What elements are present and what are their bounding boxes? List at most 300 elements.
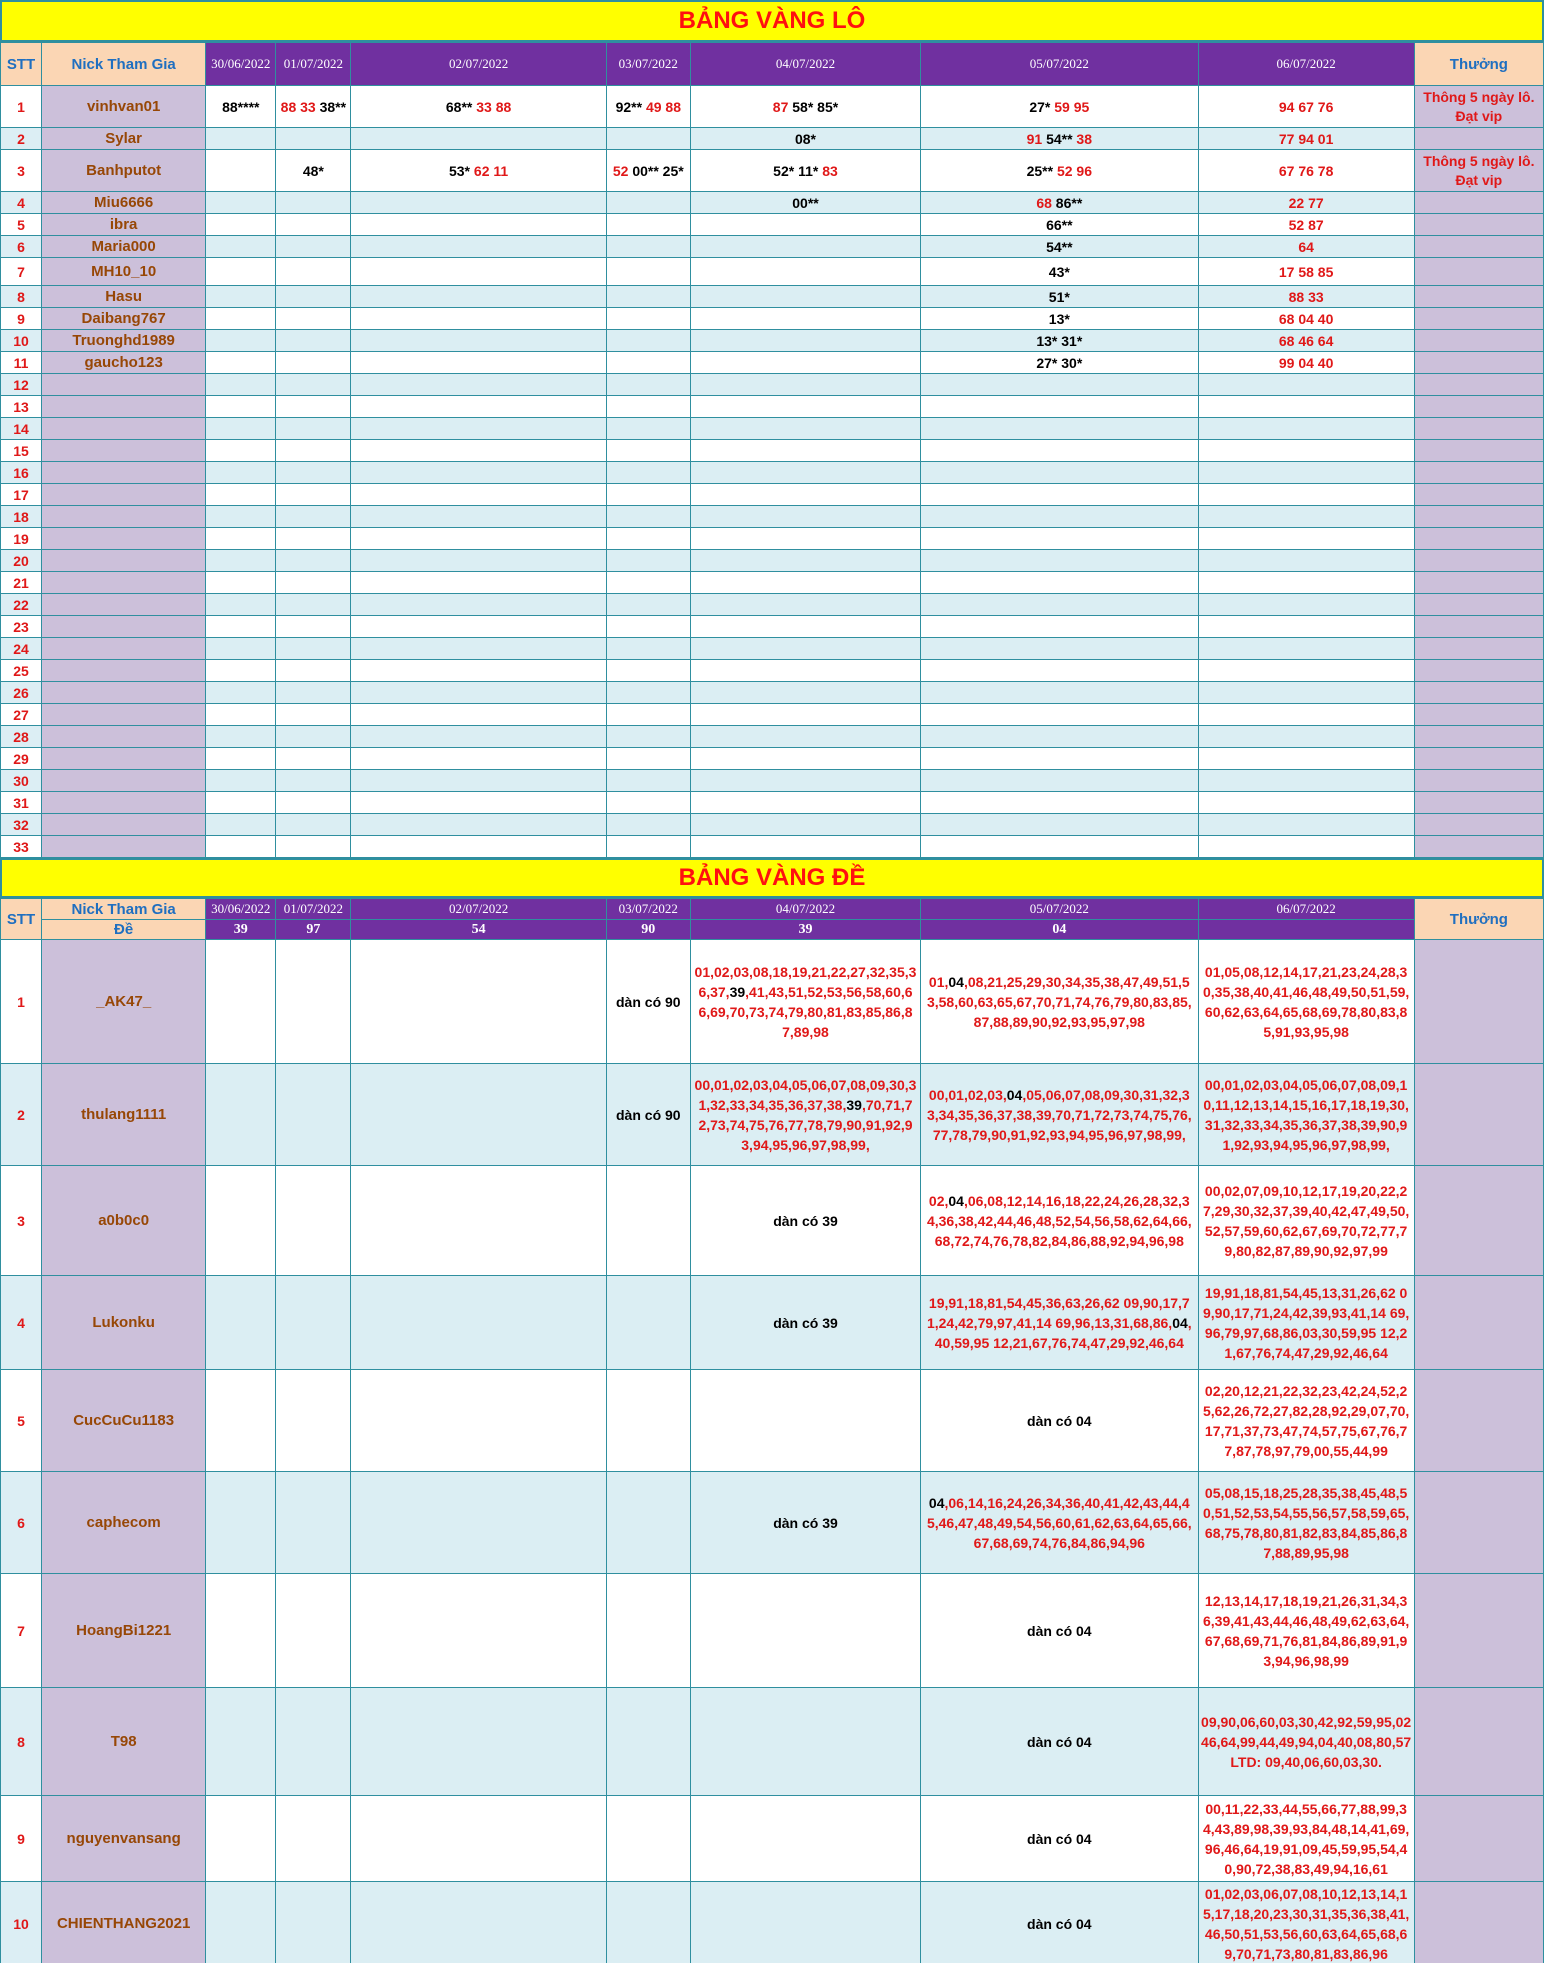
row-reward: Thông 5 ngày lô. Đạt vip	[1414, 150, 1543, 192]
lo-entry-cell	[351, 374, 606, 396]
row-nick: CucCuCu1183	[42, 1370, 206, 1472]
lo-entry-cell	[921, 748, 1198, 770]
entry-text: 27*	[1029, 98, 1051, 115]
entry-text: 92**	[615, 98, 643, 115]
lo-entry-cell	[276, 440, 351, 462]
lo-entry-cell	[351, 128, 606, 150]
lo-entry-cell	[206, 418, 276, 440]
entry-text: 01,02,03,08,18,19,21,22,27,32,35,36,37,	[694, 963, 917, 1000]
lo-entry-cell	[1198, 726, 1414, 748]
lo-entry-cell	[206, 836, 276, 858]
de-entry-cell	[606, 1574, 690, 1688]
lo-entry-cell	[351, 258, 606, 286]
lo-entry-cell	[1198, 792, 1414, 814]
de-entry-cell	[690, 1472, 920, 1574]
lo-entry-cell	[276, 550, 351, 572]
lo-entry-cell	[351, 506, 606, 528]
row-nick	[42, 528, 206, 550]
lo-entry-cell	[606, 770, 690, 792]
lo-entry-cell	[921, 418, 1198, 440]
row-nick: Banhputot	[42, 150, 206, 192]
lo-entry-cell	[1198, 258, 1414, 286]
lo-entry-cell	[276, 836, 351, 858]
lo-entry-cell	[1198, 374, 1414, 396]
row-reward	[1414, 940, 1543, 1064]
row-reward	[1414, 682, 1543, 704]
row-reward	[1414, 660, 1543, 682]
lo-entry-cell	[351, 726, 606, 748]
row-stt: 22	[1, 594, 42, 616]
entry-text: ,08,21,25,29,30,34,35,38,47,49,51,53,58,60,63,65,67,70,71,74,76,79,80,83,85,87,88,89,90,92,93,95,97,98	[926, 973, 1192, 1030]
row-nick	[42, 506, 206, 528]
entry-text: 02,20,12,21,22,32,23,42,24,52,25,62,26,72,27,82,28,92,29,07,70,17,71,37,73,47,74,57,75,67,76,77,87,78,97,79,00,55,44,99	[1202, 1382, 1410, 1459]
row-reward	[1414, 1064, 1543, 1166]
lo-entry-cell	[1198, 330, 1414, 352]
table-row	[1, 418, 1544, 440]
lo-entry-cell	[351, 86, 606, 128]
lo-entry-cell	[206, 660, 276, 682]
entry-text: 00,01,02,03,	[928, 1086, 1007, 1103]
de-entry-cell	[351, 1370, 606, 1472]
row-nick	[42, 374, 206, 396]
row-nick: Lukonku	[42, 1276, 206, 1370]
lo-entry-cell	[921, 726, 1198, 748]
de-entry-cell	[206, 940, 276, 1064]
lo-entry-cell	[1198, 462, 1414, 484]
table-row	[1, 236, 1544, 258]
entry-text: 08*	[794, 130, 816, 147]
lo-entry-cell	[351, 192, 606, 214]
entry-text: 04	[948, 1192, 964, 1209]
lo-entry-cell	[351, 638, 606, 660]
entry-text: 88****	[222, 98, 260, 115]
row-reward	[1414, 286, 1543, 308]
entry-text: 77 94 01	[1278, 130, 1334, 147]
entry-text: 19,91,18,81,54,45,36,63,26,62 09,90,17,71,24,42,79,97,41,14 69,96,13,31,68,86,	[926, 1294, 1190, 1331]
de-entry-cell	[690, 1370, 920, 1472]
entry-text: 05,08,15,18,25,28,35,38,45,48,50,51,52,53,54,55,56,57,58,59,65,68,75,78,80,81,82,83,84,85,86,87,88,89,95,98	[1202, 1484, 1410, 1561]
table-row	[1, 726, 1544, 748]
lo-entry-cell	[276, 726, 351, 748]
lo-entry-cell	[606, 440, 690, 462]
de-entry-cell	[351, 1064, 606, 1166]
lo-entry-cell	[1198, 550, 1414, 572]
row-reward	[1414, 1276, 1543, 1370]
entry-text: 00,11,22,33,44,55,66,77,88,99,34,43,89,98,39,93,84,48,14,41,69,96,46,64,19,91,09,45,59,95,54,40,90,72,38,83,49,94,16,61	[1202, 1800, 1410, 1877]
row-stt: 2	[1, 1064, 42, 1166]
lo-entry-cell	[921, 374, 1198, 396]
lo-entry-cell	[690, 748, 920, 770]
lo-entry-cell	[206, 726, 276, 748]
table-row	[1, 682, 1544, 704]
table-row	[1, 1276, 1544, 1370]
row-nick: MH10_10	[42, 258, 206, 286]
lo-entry-cell	[1198, 836, 1414, 858]
de-entry-cell	[1198, 1882, 1414, 1963]
lo-entry-cell	[276, 374, 351, 396]
entry-text: 52 87	[1288, 216, 1324, 233]
lo-entry-cell	[606, 572, 690, 594]
lo-entry-cell	[921, 616, 1198, 638]
row-nick	[42, 814, 206, 836]
row-reward	[1414, 814, 1543, 836]
lo-entry-cell	[606, 374, 690, 396]
entry-text: 38**	[315, 98, 347, 115]
row-nick: ibra	[42, 214, 206, 236]
lo-entry-cell	[921, 814, 1198, 836]
row-nick: a0b0c0	[42, 1166, 206, 1276]
lo-entry-cell	[606, 352, 690, 374]
row-stt: 27	[1, 704, 42, 726]
lo-entry-cell	[606, 814, 690, 836]
de-entry-cell	[690, 1574, 920, 1688]
entry-text: 66**	[1046, 216, 1073, 233]
lo-entry-cell	[351, 770, 606, 792]
row-reward	[1414, 440, 1543, 462]
row-nick: CHIENTHANG2021	[42, 1882, 206, 1963]
lo-entry-cell	[606, 150, 690, 192]
lo-entry-cell	[1198, 704, 1414, 726]
row-nick: vinhvan01	[42, 86, 206, 128]
table-row	[1, 770, 1544, 792]
lo-entry-cell	[606, 682, 690, 704]
row-nick: T98	[42, 1688, 206, 1796]
row-stt: 7	[1, 1574, 42, 1688]
lo-entry-cell	[351, 462, 606, 484]
entry-text: 62 11	[470, 162, 509, 179]
entry-text: ,06,14,16,24,26,34,36,40,41,42,43,44,45,46,47,48,49,54,56,60,61,62,63,64,65,66,67,68,69,74,76,84,86,94,96	[926, 1494, 1192, 1551]
row-reward	[1414, 528, 1543, 550]
de-entry-cell	[206, 1472, 276, 1574]
entry-text: 88 33	[1288, 288, 1324, 305]
entry-text: 13*	[1048, 310, 1070, 327]
lo-entry-cell	[1198, 528, 1414, 550]
entry-text: 01,05,08,12,14,17,21,23,24,28,30,35,38,40,41,46,48,49,50,51,59,60,62,63,64,65,68,69,78,80,83,85,91,93,95,98	[1202, 963, 1410, 1040]
header-result: 04	[921, 920, 1198, 940]
de-entry-cell	[921, 1276, 1198, 1370]
row-reward	[1414, 1796, 1543, 1882]
lo-entry-cell	[690, 726, 920, 748]
row-stt: 6	[1, 1472, 42, 1574]
lo-entry-cell	[206, 770, 276, 792]
lo-entry-cell	[206, 150, 276, 192]
header-date: 30/06/2022	[206, 899, 276, 920]
row-stt: 15	[1, 440, 42, 462]
row-nick	[42, 660, 206, 682]
lo-entry-cell	[606, 418, 690, 440]
entry-text: 00** 25*	[628, 162, 684, 179]
row-nick	[42, 616, 206, 638]
entry-text: 02,	[928, 1192, 949, 1209]
header-date: 30/06/2022	[206, 43, 276, 86]
row-reward	[1414, 1370, 1543, 1472]
lo-entry-cell	[606, 236, 690, 258]
row-stt: 8	[1, 1688, 42, 1796]
de-entry-cell	[690, 1688, 920, 1796]
entry-text: 52 96	[1053, 162, 1093, 179]
row-nick: Maria000	[42, 236, 206, 258]
lo-entry-cell	[206, 572, 276, 594]
row-reward	[1414, 374, 1543, 396]
lo-entry-cell	[921, 660, 1198, 682]
entry-text: 27* 30*	[1036, 354, 1083, 371]
lo-entry-cell	[690, 308, 920, 330]
lo-entry-cell	[1198, 352, 1414, 374]
table-row	[1, 1064, 1544, 1166]
row-stt: 4	[1, 192, 42, 214]
table-row	[1, 572, 1544, 594]
lo-entry-cell	[921, 550, 1198, 572]
table-row	[1, 286, 1544, 308]
de-entry-cell	[276, 1574, 351, 1688]
lo-entry-cell	[351, 236, 606, 258]
lo-entry-cell	[276, 814, 351, 836]
de-entry-cell	[1198, 1166, 1414, 1276]
lo-entry-cell	[351, 150, 606, 192]
lo-entry-cell	[690, 214, 920, 236]
lo-entry-cell	[351, 286, 606, 308]
row-reward	[1414, 396, 1543, 418]
row-stt: 14	[1, 418, 42, 440]
lo-entry-cell	[351, 814, 606, 836]
de-entry-cell	[606, 1796, 690, 1882]
lo-entry-cell	[606, 192, 690, 214]
de-entry-cell	[690, 1882, 920, 1963]
lo-entry-cell	[606, 286, 690, 308]
entry-text: 04	[1006, 1086, 1023, 1103]
row-nick: Sylar	[42, 128, 206, 150]
entry-text: 68 46 64	[1278, 332, 1334, 349]
lo-entry-cell	[690, 330, 920, 352]
row-reward	[1414, 1574, 1543, 1688]
lo-entry-cell	[921, 150, 1198, 192]
row-stt: 29	[1, 748, 42, 770]
lo-entry-cell	[206, 374, 276, 396]
lo-entry-cell	[690, 572, 920, 594]
lo-entry-cell	[690, 374, 920, 396]
lo-entry-cell	[276, 396, 351, 418]
de-entry-cell	[276, 1796, 351, 1882]
lo-entry-cell	[276, 792, 351, 814]
lo-entry-cell	[690, 660, 920, 682]
entry-text: 04	[928, 1494, 945, 1511]
table-row	[1, 1472, 1544, 1574]
row-nick: Miu6666	[42, 192, 206, 214]
lo-entry-cell	[276, 330, 351, 352]
entry-text: dàn có 04	[1027, 1622, 1092, 1639]
lo-entry-cell	[690, 258, 920, 286]
lo-entry-cell	[690, 616, 920, 638]
lo-entry-cell	[690, 770, 920, 792]
entry-text: 01,02,03,06,07,08,10,12,13,14,15,17,18,20,23,30,31,35,36,38,41,46,50,51,53,56,60,63,64,65,68,69,70,71,73,80,81,83,86,96	[1202, 1885, 1410, 1962]
table-row	[1, 528, 1544, 550]
de-entry-cell	[206, 1882, 276, 1963]
entry-text: dàn có 90	[616, 993, 681, 1010]
entry-text: dàn có 04	[1027, 1412, 1092, 1429]
lo-entry-cell	[351, 616, 606, 638]
lo-entry-cell	[206, 214, 276, 236]
de-entry-cell	[206, 1276, 276, 1370]
row-reward	[1414, 836, 1543, 858]
lo-entry-cell	[206, 308, 276, 330]
row-reward	[1414, 258, 1543, 286]
lo-entry-cell	[606, 660, 690, 682]
row-stt: 30	[1, 770, 42, 792]
table-row	[1, 214, 1544, 236]
lo-entry-cell	[276, 484, 351, 506]
lo-entry-cell	[351, 572, 606, 594]
lo-entry-cell	[206, 286, 276, 308]
de-entry-cell	[690, 1276, 920, 1370]
row-reward	[1414, 616, 1543, 638]
lo-entry-cell	[690, 192, 920, 214]
lo-entry-cell	[921, 462, 1198, 484]
lo-entry-cell	[206, 352, 276, 374]
row-stt: 3	[1, 150, 42, 192]
row-reward	[1414, 792, 1543, 814]
lo-entry-cell	[276, 214, 351, 236]
de-entry-cell	[351, 1276, 606, 1370]
de-entry-cell	[1198, 1688, 1414, 1796]
row-reward	[1414, 192, 1543, 214]
entry-text: 58* 85*	[788, 98, 839, 115]
row-stt: 24	[1, 638, 42, 660]
de-entry-cell	[206, 1688, 276, 1796]
lo-entry-cell	[606, 528, 690, 550]
table-row	[1, 1688, 1544, 1796]
lo-entry-cell	[690, 418, 920, 440]
entry-text: 00,01,02,03,04,05,06,07,08,09,10,11,12,13,14,15,16,17,18,19,30,31,32,33,34,35,36,37,38,39,90,91,92,93,94,95,96,97,98,99,	[1203, 1076, 1409, 1153]
lo-entry-cell	[351, 528, 606, 550]
entry-text: 38	[1072, 130, 1093, 147]
row-reward	[1414, 770, 1543, 792]
de-entry-cell	[1198, 1370, 1414, 1472]
row-stt: 9	[1, 1796, 42, 1882]
row-nick	[42, 748, 206, 770]
lo-entry-cell	[206, 792, 276, 814]
lo-entry-cell	[690, 528, 920, 550]
lo-entry-cell	[690, 236, 920, 258]
lo-entry-cell	[1198, 770, 1414, 792]
table-row	[1, 704, 1544, 726]
lo-entry-cell	[206, 638, 276, 660]
lo-entry-cell	[690, 396, 920, 418]
lo-entry-cell	[206, 594, 276, 616]
header-nick: Nick Tham Gia	[42, 899, 206, 920]
table-row	[1, 1882, 1544, 1963]
lo-entry-cell	[921, 638, 1198, 660]
lo-entry-cell	[206, 192, 276, 214]
lo-entry-cell	[921, 86, 1198, 128]
entry-text: 33 88	[472, 98, 512, 115]
entry-text: 52* 11*	[773, 162, 819, 179]
lo-entry-cell	[690, 86, 920, 128]
lo-entry-cell	[351, 396, 606, 418]
lo-entry-cell	[206, 86, 276, 128]
row-stt: 20	[1, 550, 42, 572]
header-result: 39	[206, 920, 276, 940]
lo-title: BẢNG VÀNG LÔ	[0, 0, 1544, 42]
row-stt: 31	[1, 792, 42, 814]
de-entry-cell	[921, 1472, 1198, 1574]
row-nick	[42, 484, 206, 506]
de-entry-cell	[351, 1688, 606, 1796]
entry-text: 99 04 40	[1278, 354, 1334, 371]
lo-entry-cell	[606, 308, 690, 330]
row-stt: 1	[1, 86, 42, 128]
de-entry-cell	[921, 1882, 1198, 1963]
row-stt: 23	[1, 616, 42, 638]
lo-entry-cell	[606, 638, 690, 660]
lo-entry-cell	[690, 682, 920, 704]
table-row	[1, 374, 1544, 396]
row-nick: _AK47_	[42, 940, 206, 1064]
row-stt: 4	[1, 1276, 42, 1370]
lo-entry-cell	[1198, 814, 1414, 836]
de-entry-cell	[921, 1166, 1198, 1276]
lo-entry-cell	[606, 836, 690, 858]
row-reward	[1414, 352, 1543, 374]
lo-entry-cell	[921, 440, 1198, 462]
de-title: BẢNG VÀNG ĐỀ	[0, 858, 1544, 898]
table-row	[1, 792, 1544, 814]
lo-entry-cell	[351, 682, 606, 704]
header-date: 02/07/2022	[351, 899, 606, 920]
lo-entry-cell	[276, 572, 351, 594]
lo-entry-cell	[690, 462, 920, 484]
row-stt: 5	[1, 214, 42, 236]
entry-text: 00**	[792, 194, 819, 211]
entry-text: 83	[818, 162, 838, 179]
lo-entry-cell	[206, 396, 276, 418]
row-nick	[42, 550, 206, 572]
table-row	[1, 1370, 1544, 1472]
table-row	[1, 396, 1544, 418]
lo-entry-cell	[606, 704, 690, 726]
entry-text: 22 77	[1288, 194, 1324, 211]
de-entry-cell	[921, 1688, 1198, 1796]
header-reward: Thưởng	[1414, 899, 1543, 940]
lo-entry-cell	[1198, 214, 1414, 236]
entry-text: 59 95	[1050, 98, 1090, 115]
lo-entry-cell	[921, 792, 1198, 814]
lo-entry-cell	[276, 616, 351, 638]
header-date: 04/07/2022	[690, 899, 920, 920]
lo-entry-cell	[921, 836, 1198, 858]
entry-text: 54**	[1046, 238, 1073, 255]
lo-entry-cell	[921, 396, 1198, 418]
header-result: 39	[690, 920, 920, 940]
lo-entry-cell	[1198, 506, 1414, 528]
header-result	[1198, 920, 1414, 940]
row-nick: Hasu	[42, 286, 206, 308]
entry-text: 68 04 40	[1278, 310, 1334, 327]
lo-entry-cell	[606, 506, 690, 528]
de-entry-cell	[206, 1064, 276, 1166]
lo-entry-cell	[206, 258, 276, 286]
lo-entry-cell	[690, 506, 920, 528]
lo-entry-cell	[1198, 594, 1414, 616]
lo-entry-cell	[351, 704, 606, 726]
lo-entry-cell	[276, 528, 351, 550]
lo-entry-cell	[351, 352, 606, 374]
header-date: 03/07/2022	[606, 43, 690, 86]
de-entry-cell	[690, 1166, 920, 1276]
lo-entry-cell	[690, 286, 920, 308]
row-reward	[1414, 1688, 1543, 1796]
lo-entry-cell	[1198, 286, 1414, 308]
header-date: 01/07/2022	[276, 43, 351, 86]
